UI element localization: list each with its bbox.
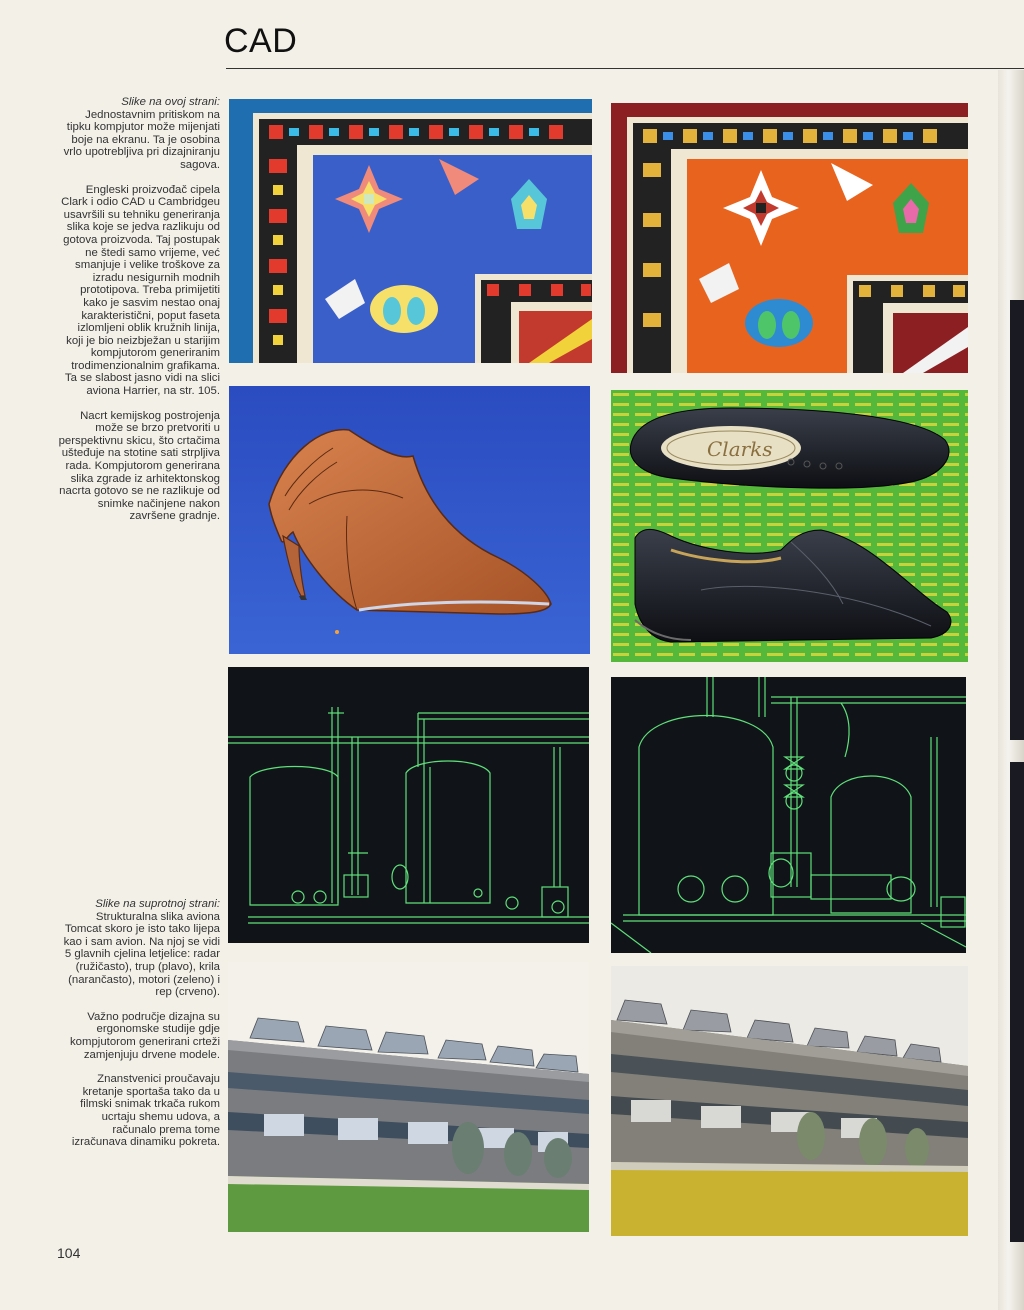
caption-text: Nacrt kemijskog postrojenja može se brzo pretvoriti u perspektivnu skicu, što crtačima ušteđuje na stotine sati strpljiva rada. Kompjutorom generirana slika zgrade iz arhitektonskog nacrta gotovo se ne razlikuje od snimke načinjene nakon završene gradnje. (58, 409, 220, 523)
clarks-logo: Clarks (707, 437, 773, 461)
caption-heading: Slike na suprotnoj strani: (95, 898, 220, 910)
facing-page-edge (1010, 762, 1024, 1242)
title-divider (226, 68, 1024, 69)
page-title: CAD (224, 22, 298, 60)
caption-text: Engleski proizvođač cipela Clark i odio CAD u Cambridgeu usavršili su tehniku generiranja slika koje se jedva razlikuju od gotova proizvoda. Taj postupak ne štedi samo vrijeme, već smanjuje i velike troškove za izradu nesigurnih modnih prototipova. Treba primijetiti kako je sasvim nestao onaj karakteristični, poput faseta izlomljeni oblik kružnih linija, koji je bio neizbježan u starijim kompjutorom generiranim trodimenzionalnim grafikama. Ta se slabost jasno vidi na slici aviona Harrier, na str. 105. (61, 183, 220, 398)
cad-plant-image-2 (611, 677, 966, 953)
clarks-shoe-image (611, 390, 968, 662)
caption-text: Jednostavnim pritiskom na tipku kompjutor može mijenjati boje na ekranu. Ta je osobina vrlo upotrebljiva pri dizajniranju sagova. (63, 108, 220, 171)
caption-this-page (58, 96, 220, 535)
cad-plant-image-1 (228, 667, 589, 943)
rug-orange-image (611, 103, 968, 373)
shoe-cad-image (229, 386, 590, 654)
facing-page-edge (1010, 300, 1024, 740)
caption-text: Znanstvenici proučavaju kretanje sportaša tako da u filmski snimak trkača rukom ucrtaju shemu udova, a računalo prema tome izračunava dinamiku pokreta. (71, 1073, 220, 1149)
rug-blue-image (229, 99, 592, 363)
caption-text: Strukturalna slika aviona Tomcat skoro je isto tako lijepa kao i sam avion. Na njoj se vidi 5 glavnih cjelina letjelice: radar (ružičasto), trup (plavo), krila (narančasto), motori (zeleno) i rep (crveno). (63, 910, 220, 999)
caption-heading: Slike na ovoj strani: (121, 96, 220, 108)
caption-text: Važno područje dizajna su ergonomske studije gdje kompjutorom generirani crteži zamjenjuju drvene modele. (69, 1010, 220, 1061)
building-render-image (228, 962, 589, 1232)
page-number: 104 (57, 1245, 81, 1261)
caption-opposite-page (58, 898, 220, 1161)
building-photo-image (611, 966, 968, 1236)
